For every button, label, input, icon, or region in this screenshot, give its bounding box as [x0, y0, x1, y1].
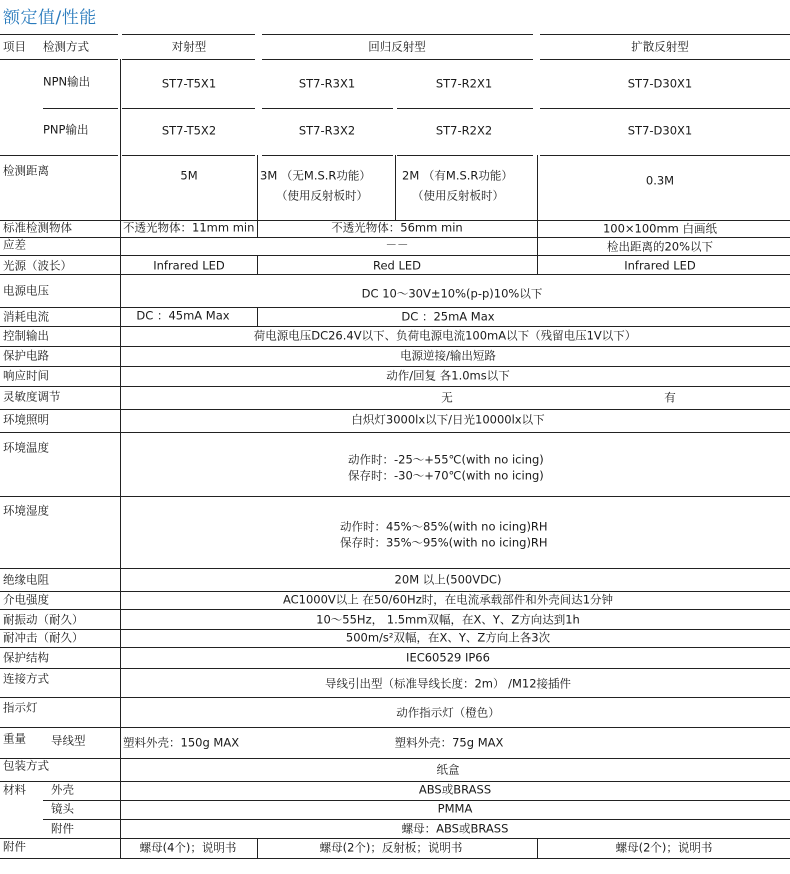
table-divider	[120, 59, 121, 858]
accessories-thru: 螺母(4个)；说明书	[139, 840, 237, 855]
std-object-label: 标准检测物体	[3, 220, 72, 235]
ambient-light-value: 白炽灯3000lx以下/日光10000lx以下	[351, 412, 545, 427]
light-source-thru: Infrared LED	[153, 258, 225, 273]
dielectric-label: 介电强度	[3, 592, 49, 607]
material-acc: 螺母：ABS或BRASS	[401, 821, 509, 836]
table-rule	[0, 568, 790, 569]
table-divider	[395, 155, 396, 220]
response-label: 响应时间	[3, 368, 49, 383]
pnp-retro-b: ST7-R2X2	[435, 123, 493, 138]
table-divider	[257, 255, 258, 274]
material-case-label: 外壳	[51, 782, 74, 797]
pnp-thru: ST7-T5X2	[161, 123, 217, 138]
retro-header: 回归反射型	[368, 39, 426, 54]
table-rule	[43, 108, 118, 109]
table-divider	[537, 155, 538, 255]
connection-value: 导线引出型（标准导线长度：2m） /M12接插件	[324, 676, 572, 691]
table-divider	[537, 255, 538, 274]
indicator-value: 动作指示灯（橙色）	[396, 705, 500, 720]
shock-value: 500m/s²双幅，在X、Y、Z方向上各3次	[345, 630, 551, 645]
table-rule	[0, 34, 118, 35]
std-object-retro: 不透光物体：56mm min	[331, 220, 463, 235]
accessories-label: 附件	[3, 839, 26, 854]
table-rule	[0, 366, 790, 367]
distance-retro-a-1: 3M （无M.S.R功能）	[260, 168, 371, 183]
table-rule	[0, 274, 790, 275]
table-rule	[0, 386, 790, 387]
ambient-humidity-label: 环境湿度	[3, 503, 49, 518]
table-divider	[257, 155, 258, 237]
supply-voltage-value: DC 10～30V±10%(p-p)10%以下	[361, 286, 543, 301]
pnp-label: PNP输出	[43, 122, 89, 137]
table-rule	[0, 409, 790, 410]
material-lens: PMMA	[437, 801, 473, 816]
std-object-thru: 不透光物体：11mm min	[123, 220, 255, 235]
pnp-retro-a: ST7-R3X2	[298, 123, 356, 138]
weight-sub-label: 导线型	[51, 733, 86, 748]
sensitivity-label: 灵敏度调节	[3, 389, 61, 404]
material-lens-label: 镜头	[51, 801, 74, 816]
ambient-temp-label: 环境温度	[3, 440, 49, 455]
material-acc-label: 附件	[51, 821, 74, 836]
table-rule	[0, 758, 790, 759]
item-header: 项目	[3, 39, 26, 54]
distance-retro-b-1: 2M （有M.S.R功能）	[402, 168, 513, 183]
insulation-value: 20M 以上(500VDC)	[394, 572, 502, 587]
response-value: 动作/回复 各1.0ms以下	[386, 368, 510, 383]
accessories-retro: 螺母(2个)；反射板；说明书	[319, 840, 463, 855]
table-rule	[262, 59, 533, 60]
shock-label: 耐冲击（耐久）	[3, 630, 84, 645]
light-source-diffuse: Infrared LED	[624, 258, 696, 273]
table-rule	[0, 727, 790, 728]
packaging-value: 纸盒	[436, 762, 460, 777]
protection-label: 保护电路	[3, 348, 49, 363]
table-rule	[540, 59, 790, 60]
table-rule	[0, 668, 790, 669]
table-rule	[0, 346, 790, 347]
table-rule	[122, 59, 255, 60]
table-rule	[0, 647, 790, 648]
vibration-value: 10～55Hz， 1.5mm双幅，在X、Y、Z方向达到1h	[316, 612, 580, 627]
table-rule	[43, 800, 790, 801]
table-rule	[0, 432, 790, 433]
table-rule	[0, 307, 790, 308]
packaging-label: 包装方式	[3, 758, 49, 773]
pnp-diffuse: ST7-D30X1	[627, 123, 693, 138]
npn-diffuse: ST7-D30X1	[627, 76, 693, 91]
weight-thru: 塑料外壳：150g MAX	[123, 735, 240, 750]
page-title: 额定值/性能	[3, 8, 97, 28]
distance-retro-a-2: （使用反射板时）	[276, 188, 368, 203]
ambient-temp-line2: 保存时：-30～+70℃(with no icing)	[348, 468, 544, 483]
enclosure-value: IEC60529 IP66	[406, 650, 490, 665]
detect-method-header: 检测方式	[43, 39, 89, 54]
table-rule	[262, 108, 393, 109]
npn-retro-b: ST7-R2X1	[435, 76, 493, 91]
table-rule	[0, 326, 790, 327]
table-rule	[43, 819, 790, 820]
table-rule	[0, 838, 790, 839]
weight-other: 塑料外壳：75g MAX	[394, 735, 504, 750]
control-output-label: 控制输出	[3, 328, 49, 343]
std-object-diffuse: 100×100mm 白画纸	[602, 221, 718, 236]
npn-label: NPN输出	[43, 74, 91, 89]
indicator-label: 指示灯	[3, 700, 38, 715]
connection-label: 连接方式	[3, 671, 49, 686]
ambient-light-label: 环境照明	[3, 412, 49, 427]
sensitivity-yes: 有	[664, 390, 676, 405]
ambient-temp-line1: 动作时：-25～+55℃(with no icing)	[348, 452, 544, 467]
hysteresis-diffuse: 检出距离的20%以下	[606, 239, 714, 254]
table-divider	[257, 838, 258, 858]
light-source-label: 光源（波长）	[3, 258, 72, 273]
table-rule	[122, 155, 255, 156]
vibration-label: 耐振动（耐久）	[3, 612, 84, 627]
accessories-diffuse: 螺母(2个)；说明书	[615, 840, 713, 855]
supply-voltage-label: 电源电压	[3, 283, 49, 298]
current-thru: DC ：45mA Max	[136, 308, 230, 323]
control-output-value: 荷电源电压DC26.4V以下、负荷电源电流100mA以下（残留电压1V以下）	[253, 328, 637, 343]
table-rule	[262, 155, 393, 156]
table-rule	[0, 609, 790, 610]
table-divider	[257, 307, 258, 326]
npn-thru: ST7-T5X1	[161, 76, 217, 91]
table-rule	[540, 34, 790, 35]
table-rule	[540, 155, 790, 156]
thru-beam-header: 对射型	[171, 39, 207, 54]
ambient-humidity-line1: 动作时：45%～85%(with no icing)RH	[340, 519, 548, 534]
dielectric-value: AC1000V以上 在50/60Hz时，在电流承载部件和外壳间达1分钟	[282, 592, 614, 607]
diffuse-header: 扩散反射型	[631, 39, 689, 54]
table-rule	[397, 155, 533, 156]
hysteresis-retro: －－	[385, 237, 409, 252]
table-rule	[0, 781, 790, 782]
table-rule	[0, 496, 790, 497]
current-other: DC ：25mA Max	[401, 309, 495, 324]
enclosure-label: 保护结构	[3, 650, 49, 665]
table-rule	[0, 255, 790, 256]
table-rule	[0, 59, 118, 60]
sensitivity-no: 无	[441, 390, 453, 405]
table-rule	[0, 697, 790, 698]
light-source-retro: Red LED	[372, 258, 422, 273]
hysteresis-label: 应差	[3, 237, 26, 252]
npn-retro-a: ST7-R3X1	[298, 76, 356, 91]
table-rule	[397, 108, 533, 109]
table-rule	[0, 155, 118, 156]
distance-label: 检测距离	[3, 163, 49, 178]
table-rule	[122, 108, 255, 109]
distance-retro-b-2: （使用反射板时）	[412, 188, 504, 203]
material-label: 材料	[3, 782, 26, 797]
ambient-humidity-line2: 保存时：35%～95%(with no icing)RH	[340, 535, 548, 550]
distance-diffuse: 0.3M	[645, 173, 675, 188]
weight-label: 重量	[3, 731, 26, 746]
protection-value: 电源逆接/输出短路	[400, 348, 496, 363]
table-rule	[0, 858, 790, 859]
table-rule	[262, 34, 533, 35]
current-label: 消耗电流	[3, 309, 49, 324]
table-rule	[122, 34, 255, 35]
table-rule	[540, 108, 790, 109]
distance-thru: 5M	[180, 168, 198, 183]
table-divider	[537, 838, 538, 858]
insulation-label: 绝缘电阻	[3, 572, 49, 587]
material-case: ABS或BRASS	[418, 782, 492, 797]
